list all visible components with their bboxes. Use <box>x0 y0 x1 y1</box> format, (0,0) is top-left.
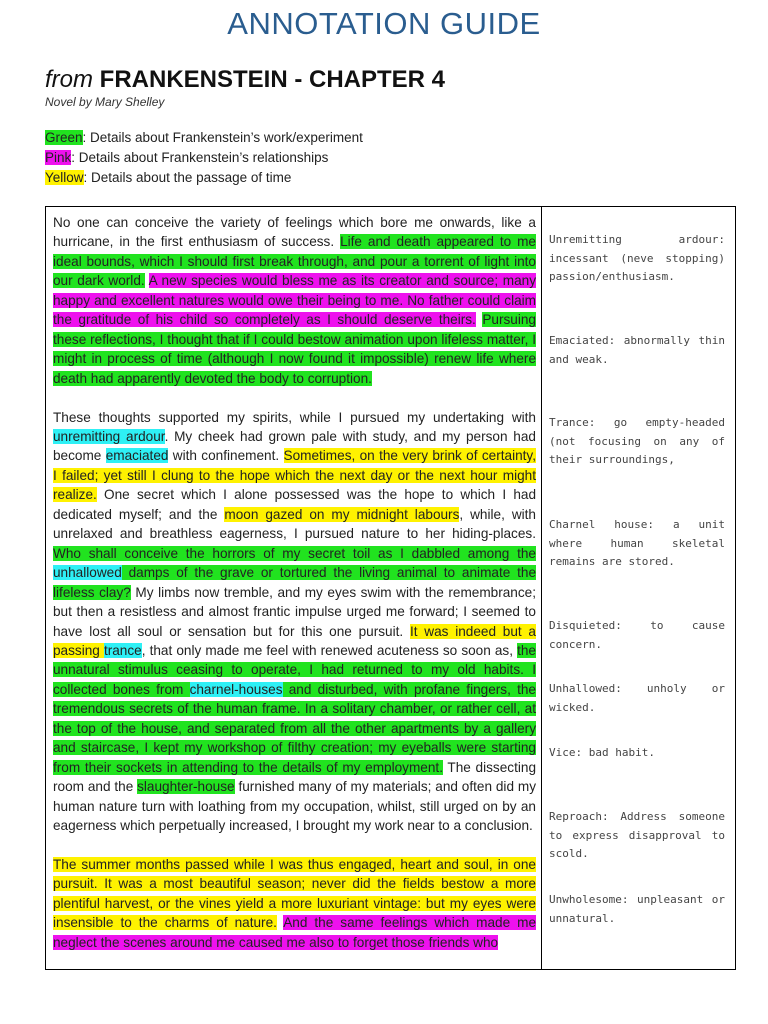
note-unhallowed: Unhallowed: unholy or wicked. <box>549 682 725 714</box>
from-label: from <box>45 66 93 93</box>
legend-row-pink <box>45 148 363 168</box>
passage-text: , that only made me feel with renewed acuteness so soon as, <box>141 642 518 658</box>
passage-column <box>46 207 542 969</box>
highlight-green: the unnatural stimulus ceasing to operate, I had returned to my old habits. I collected bones from <box>53 642 536 697</box>
legend-key-green: Green <box>45 130 83 145</box>
legend-text-pink: : Details about Frankenstein’s relationships <box>71 150 329 165</box>
note-disquieted: Disquieted: to cause concern. <box>549 619 725 651</box>
annotation-table <box>45 206 736 970</box>
page-title: ANNOTATION GUIDE <box>227 6 541 41</box>
passage-text: with confinement. <box>168 448 284 464</box>
highlight-yellow: moon gazed on my midnight labours <box>224 506 460 522</box>
passage-text: furnished many of my materials; and often did my human nature turn with loathing from my occupation, whilst, still urged on by an eagerness which perpetually increased, I brought my work near to a conclusion. <box>53 779 536 834</box>
passage-text: . My cheek had grown pale with study, and my person had become <box>53 428 536 464</box>
note-trance: Trance: go empty-headed (not focusing on any of their surroundings, <box>549 416 725 466</box>
chapter-title <box>45 66 445 94</box>
note-vice: Vice: bad habit. <box>549 746 655 759</box>
highlight-green: Life and death appeared to me ideal bounds, which I should first break through, and pour a torrent of light into our dark world. <box>53 234 536 289</box>
passage-text: My limbs now tremble, and my eyes swim with the remembrance; but then a resistless and almost frantic impulse urged me forward; I seemed to have lost all soul or sensation but for this one pursuit. <box>53 584 537 639</box>
note-emaciated: Emaciated: abnormally thin and weak. <box>549 334 725 366</box>
color-legend <box>45 128 363 188</box>
author-line: Novel by Mary Shelley <box>45 95 165 109</box>
highlight-green: damps of the grave or tortured the living animal to animate the lifeless clay? <box>53 565 536 600</box>
note-unremitting-ardour: Unremitting ardour: incessant (neve stopping) passion/enthusiasm. <box>549 233 725 283</box>
highlight-yellow: Sometimes, on the very brink of certainty, I failed; yet still I clung to the hope which the next day or the next hour might realize. <box>53 448 536 503</box>
highlight-yellow: The summer months passed while I was thus engaged, heart and soul, in one pursuit. It was a most beautiful season; never did the fields bestow a more plentiful harvest, or the vines yield a more luxuriant vintage: but my eyes were insensible to the charms of nature. <box>53 856 536 931</box>
highlight-green: and disturbed, with profane fingers, the tremendous secrets of the human frame. In a solitary chamber, or rather cell, at the top of the house, and separated from all the other apartments by a gallery and staircase, I kept my workshop of filthy creation; my eyeballs were starting from their sockets in attending to the details of my employment. <box>53 681 536 775</box>
passage-text: The dissecting room and the <box>53 759 536 795</box>
vocab-highlight: trance <box>103 642 142 658</box>
passage-paragraph <box>53 855 536 952</box>
note-reproach: Reproach: Address someone to express disapproval to scold. <box>549 810 725 860</box>
passage-text: No one can conceive the variety of feelings which bore me onwards, like a hurricane, in the first enthusiasm of success. <box>53 215 536 250</box>
vocab-highlight: unhallowed <box>53 565 122 581</box>
highlight-green: Pursuing these reflections, I thought that if I could bestow animation upon lifeless matter, I might in process of time (although I now found it impossible) renew life where death had apparently devoted the body to corruption. <box>53 312 536 386</box>
vocab-highlight: charnel-houses <box>189 681 283 697</box>
note-unwholesome: Unwholesome: unpleasant or unnatural. <box>549 893 725 925</box>
legend-row-green <box>45 128 363 148</box>
notes-column <box>543 207 735 969</box>
highlight-pink: A new species would bless me as its creator and source; many happy and excellent natures would owe their being to me. No father could claim the gratitude of his child so completely as I should deserve theirs. <box>53 273 536 328</box>
book-title: FRANKENSTEIN - CHAPTER 4 <box>99 66 446 93</box>
vocab-highlight: unremitting ardour <box>53 428 165 444</box>
passage-text: These thoughts supported my spirits, while I pursued my undertaking with <box>53 409 536 425</box>
passage-text: , while, with unrelaxed and breathless eagerness, I pursued nature to her hiding-places. <box>53 506 536 542</box>
legend-key-pink: Pink <box>45 150 72 165</box>
highlight-yellow: It was indeed but a passing <box>53 623 536 658</box>
passage-text <box>145 273 149 288</box>
highlight-green: Who shall conceive the horrors of my secret toil as I dabbled among the <box>53 545 536 561</box>
vocab-highlight: emaciated <box>105 448 169 464</box>
passage-paragraph <box>53 213 536 388</box>
note-charnel-house: Charnel house: a unit where human skeletal remains are stored. <box>549 518 725 568</box>
legend-row-yellow <box>45 168 363 188</box>
highlight-green: slaughter-house <box>137 779 235 795</box>
passage-paragraph <box>53 408 536 836</box>
highlight-pink: And the same feelings which made me neglect the scenes around me caused me also to forget those friends who <box>53 915 537 950</box>
legend-text-green: : Details about Frankenstein’s work/experiment <box>82 130 363 145</box>
legend-key-yellow: Yellow <box>45 170 84 185</box>
legend-text-yellow: : Details about the passage of time <box>83 170 292 185</box>
passage-text: One secret which I alone possessed was the hope to which I had dedicated myself; and the <box>53 487 536 522</box>
